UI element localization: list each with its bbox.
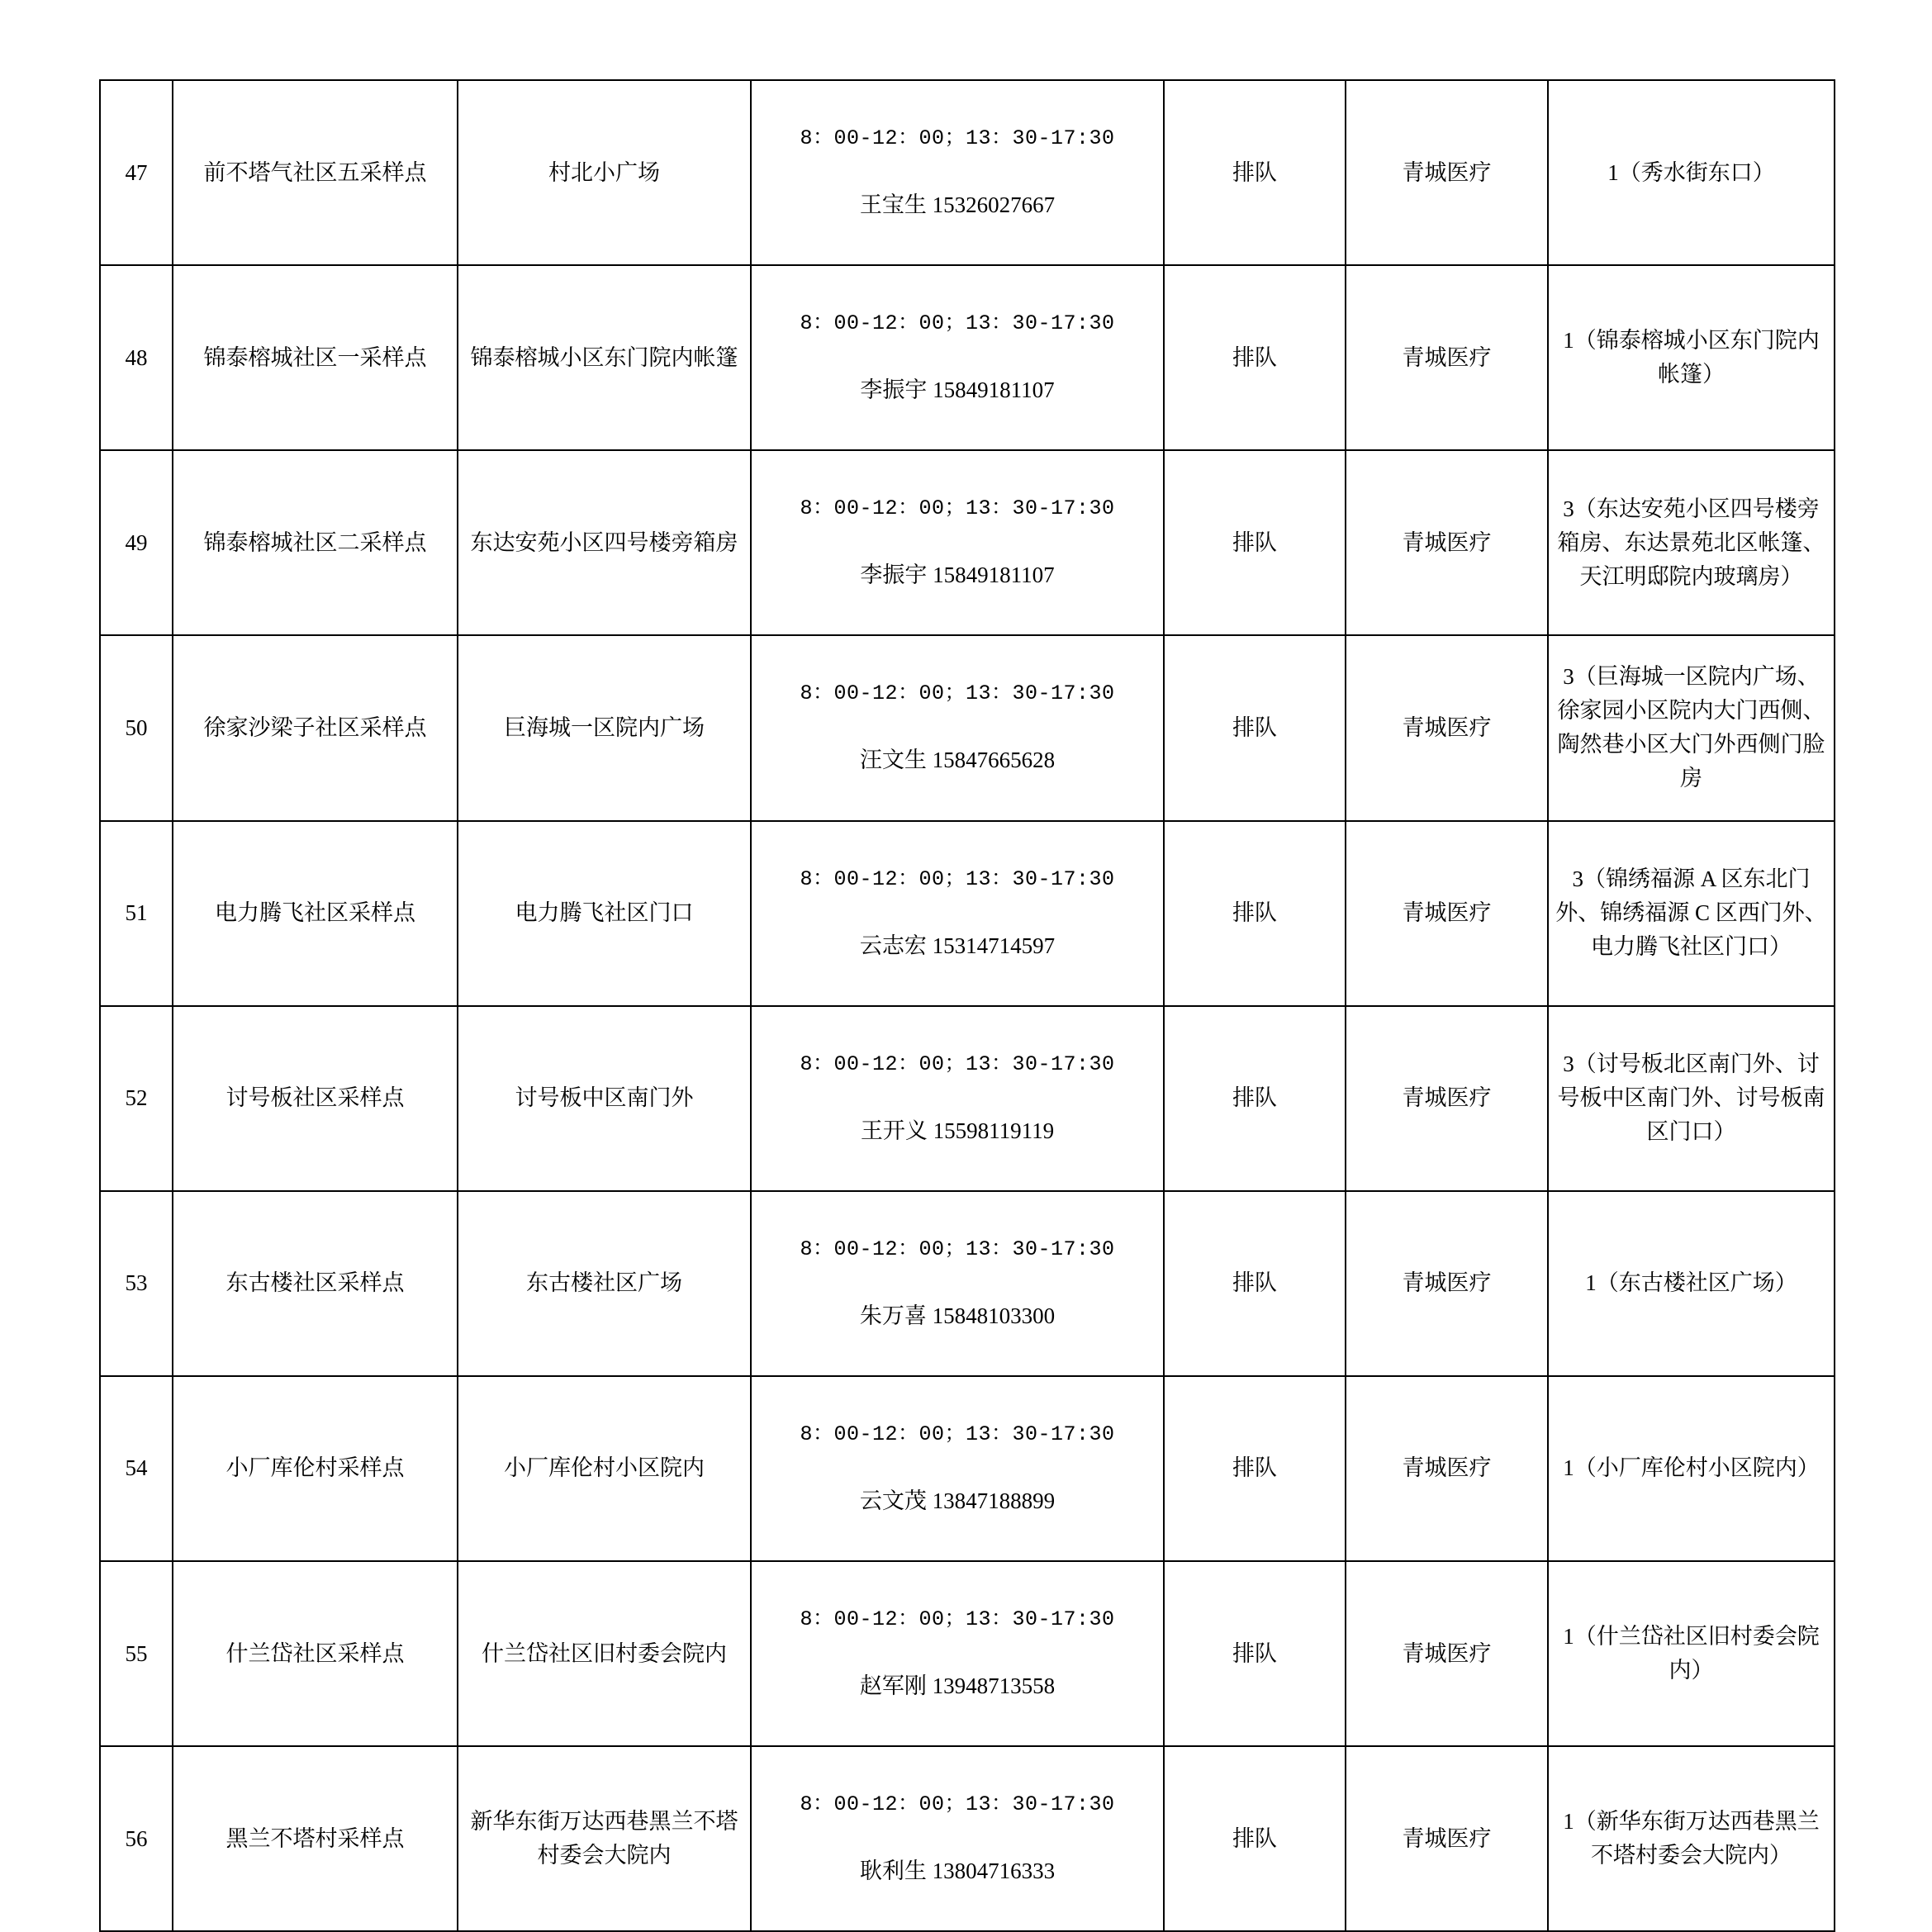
sampling-mode: 排队 <box>1164 1376 1346 1561</box>
sampling-mode: 排队 <box>1164 821 1346 1006</box>
site-remark: 1（新华东街万达西巷黑兰不塔村委会大院内） <box>1548 1746 1835 1931</box>
sampling-org: 青城医疗 <box>1346 265 1548 450</box>
site-time: 8：00-12：00；13：30-17:30 <box>800 681 1115 706</box>
site-time-contact <box>751 450 1164 635</box>
sampling-org: 青城医疗 <box>1346 1746 1548 1931</box>
sampling-org: 青城医疗 <box>1346 635 1548 820</box>
site-address: 锦泰榕城小区东门院内帐篷 <box>458 265 751 450</box>
site-remark: 1（小厂库伦村小区院内） <box>1548 1376 1835 1561</box>
sampling-mode: 排队 <box>1164 80 1346 265</box>
table-row <box>100 450 1835 635</box>
site-time-contact <box>751 80 1164 265</box>
site-contact: 云志宏 15314714597 <box>859 933 1056 958</box>
site-address: 巨海城一区院内广场 <box>458 635 751 820</box>
site-contact: 耿利生 13804716333 <box>859 1858 1056 1884</box>
site-contact: 朱万喜 15848103300 <box>859 1303 1056 1328</box>
site-address: 电力腾飞社区门口 <box>458 821 751 1006</box>
site-address: 讨号板中区南门外 <box>458 1006 751 1191</box>
site-time-contact <box>751 1746 1164 1931</box>
table-row <box>100 1561 1835 1746</box>
site-address: 什兰岱社区旧村委会院内 <box>458 1561 751 1746</box>
sampling-sites-table <box>99 79 1835 1932</box>
row-index: 47 <box>100 80 173 265</box>
row-index: 50 <box>100 635 173 820</box>
row-index: 49 <box>100 450 173 635</box>
site-name: 前不塔气社区五采样点 <box>173 80 458 265</box>
site-contact: 云文茂 13847188899 <box>859 1488 1056 1513</box>
sampling-mode: 排队 <box>1164 1746 1346 1931</box>
sampling-org: 青城医疗 <box>1346 80 1548 265</box>
row-index: 54 <box>100 1376 173 1561</box>
table-row <box>100 635 1835 820</box>
site-time-contact <box>751 821 1164 1006</box>
site-contact: 王宝生 15326027667 <box>859 192 1056 218</box>
site-time: 8：00-12：00；13：30-17:30 <box>800 496 1115 521</box>
row-index: 55 <box>100 1561 173 1746</box>
site-remark: 3（巨海城一区院内广场、徐家园小区院内大门西侧、陶然巷小区大门外西侧门脸房 <box>1548 635 1835 820</box>
sampling-mode: 排队 <box>1164 1191 1346 1376</box>
table-row <box>100 80 1835 265</box>
site-name: 锦泰榕城社区一采样点 <box>173 265 458 450</box>
sampling-mode: 排队 <box>1164 635 1346 820</box>
sampling-org: 青城医疗 <box>1346 450 1548 635</box>
site-name: 黑兰不塔村采样点 <box>173 1746 458 1931</box>
sampling-mode: 排队 <box>1164 1561 1346 1746</box>
site-address: 东达安苑小区四号楼旁箱房 <box>458 450 751 635</box>
table-body <box>100 80 1835 1931</box>
site-address: 新华东街万达西巷黑兰不塔村委会大院内 <box>458 1746 751 1931</box>
site-name: 徐家沙梁子社区采样点 <box>173 635 458 820</box>
site-address: 东古楼社区广场 <box>458 1191 751 1376</box>
sampling-org: 青城医疗 <box>1346 821 1548 1006</box>
site-contact: 李振宇 15849181107 <box>860 563 1055 588</box>
row-index: 56 <box>100 1746 173 1931</box>
site-time-contact <box>751 1376 1164 1561</box>
sampling-org: 青城医疗 <box>1346 1006 1548 1191</box>
site-remark: 1（锦泰榕城小区东门院内帐篷） <box>1548 265 1835 450</box>
table-row <box>100 265 1835 450</box>
site-time: 8：00-12：00；13：30-17:30 <box>800 1607 1115 1632</box>
site-name: 东古楼社区采样点 <box>173 1191 458 1376</box>
site-time: 8：00-12：00；13：30-17:30 <box>800 126 1115 151</box>
site-time: 8：00-12：00；13：30-17:30 <box>800 1051 1115 1076</box>
site-time-contact <box>751 1561 1164 1746</box>
table-row <box>100 1006 1835 1191</box>
sampling-mode: 排队 <box>1164 265 1346 450</box>
site-time-contact <box>751 1006 1164 1191</box>
site-name: 什兰岱社区采样点 <box>173 1561 458 1746</box>
site-name: 讨号板社区采样点 <box>173 1006 458 1191</box>
site-remark: 3（锦绣福源 A 区东北门外、锦绣福源 C 区西门外、电力腾飞社区门口） <box>1548 821 1835 1006</box>
site-time: 8：00-12：00；13：30-17:30 <box>800 1792 1115 1817</box>
site-address: 村北小广场 <box>458 80 751 265</box>
site-remark: 3（东达安苑小区四号楼旁箱房、东达景苑北区帐篷、天江明邸院内玻璃房） <box>1548 450 1835 635</box>
table-row <box>100 1746 1835 1931</box>
site-name: 电力腾飞社区采样点 <box>173 821 458 1006</box>
site-time: 8：00-12：00；13：30-17:30 <box>800 1237 1115 1261</box>
site-contact: 王开义 15598119119 <box>860 1118 1055 1143</box>
site-address: 小厂库伦村小区院内 <box>458 1376 751 1561</box>
site-remark: 1（什兰岱社区旧村委会院内） <box>1548 1561 1835 1746</box>
row-index: 48 <box>100 265 173 450</box>
table-row <box>100 821 1835 1006</box>
row-index: 52 <box>100 1006 173 1191</box>
site-remark: 3（讨号板北区南门外、讨号板中区南门外、讨号板南区门口） <box>1548 1006 1835 1191</box>
sampling-org: 青城医疗 <box>1346 1191 1548 1376</box>
site-name: 小厂库伦村采样点 <box>173 1376 458 1561</box>
site-contact: 汪文生 15847665628 <box>859 748 1056 773</box>
table-row <box>100 1191 1835 1376</box>
site-time-contact <box>751 1191 1164 1376</box>
row-index: 51 <box>100 821 173 1006</box>
site-name: 锦泰榕城社区二采样点 <box>173 450 458 635</box>
sampling-org: 青城医疗 <box>1346 1561 1548 1746</box>
row-index: 53 <box>100 1191 173 1376</box>
site-time-contact <box>751 635 1164 820</box>
sampling-mode: 排队 <box>1164 450 1346 635</box>
site-time: 8：00-12：00；13：30-17:30 <box>800 1422 1115 1446</box>
site-contact: 赵军刚 13948713558 <box>859 1673 1056 1699</box>
site-remark: 1（东古楼社区广场） <box>1548 1191 1835 1376</box>
site-time-contact <box>751 265 1164 450</box>
sampling-org: 青城医疗 <box>1346 1376 1548 1561</box>
site-time: 8：00-12：00；13：30-17:30 <box>800 311 1115 336</box>
table-row <box>100 1376 1835 1561</box>
site-time: 8：00-12：00；13：30-17:30 <box>800 866 1115 891</box>
sampling-mode: 排队 <box>1164 1006 1346 1191</box>
site-remark: 1（秀水街东口） <box>1548 80 1835 265</box>
site-contact: 李振宇 15849181107 <box>860 377 1055 403</box>
